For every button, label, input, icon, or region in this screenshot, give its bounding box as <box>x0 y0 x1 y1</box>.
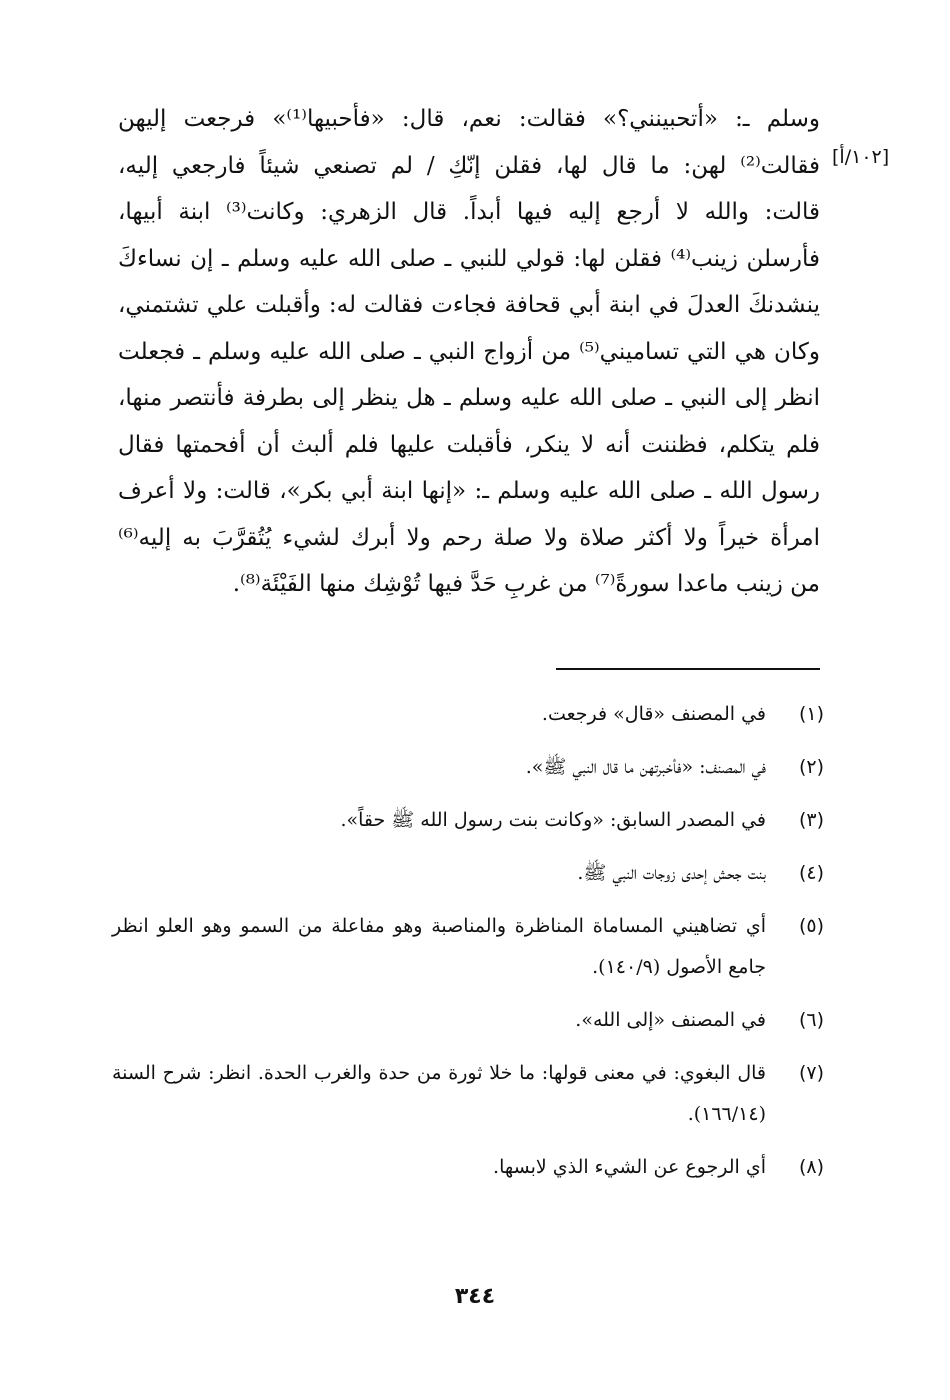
footnote-number: (٥) <box>798 915 824 937</box>
text-line: فلم يتكلم، فظننت أنه لا ينكر، فأقبلت عليها فلم ألبث أن أفحمتها فقال <box>118 431 820 458</box>
footnote-text: في المصنف «إلى الله». <box>575 1009 766 1031</box>
page-number: ٣٤٤ <box>454 1284 496 1309</box>
text-line: انظر إلى النبي ـ صلى الله عليه وسلم ـ هل ينظر إلى بطرفة فأنتصر منها، <box>118 385 820 411</box>
footnote-number: (١) <box>798 703 824 725</box>
footnote-number: (٧) <box>798 1062 824 1084</box>
footnote-item <box>112 853 824 894</box>
footnote-text: في المصدر السابق: «وكانت بنت رسول الله ﷺ حقاً». <box>340 809 766 831</box>
margin-folio-reference: [١٠٢/أ] <box>832 146 890 168</box>
footnote-text: في المصنف: «فأخبرتهن ما قال النبي ﷺ». <box>525 756 766 778</box>
text-line: رسول الله ـ صلى الله عليه وسلم ـ: «إنها ابنة أبي بكر»، قالت: ولا أعرف <box>118 478 820 504</box>
text-line: فقالت⁽²⁾ لهن: ما قال لها، فقلن إنّكِ / لم تصنعي شيئاً فارجعي إليه، <box>118 152 820 179</box>
footnote-item <box>112 747 824 788</box>
footnote-number: (٣) <box>798 809 824 831</box>
footnote-number: (٢) <box>798 756 824 778</box>
text-line: فأرسلن زينب⁽⁴⁾ فقلن لها: قولي للنبي ـ صلى الله عليه وسلم ـ إن نساءكَ <box>118 245 820 272</box>
footnote-separator <box>556 668 820 670</box>
text-line: امرأة خيراً ولا أكثر صلاة ولا صلة رحم ولا أبرك لشيء يُتُقرَّبَ به إليه⁽⁶⁾ <box>118 524 820 551</box>
main-text <box>118 96 820 608</box>
footnote-text: في المصنف «قال» فرجعت. <box>541 703 766 725</box>
footnote-item <box>112 1000 824 1041</box>
footnote-item <box>112 694 824 735</box>
footnote-text: بنت جحش إحدى زوجات النبي ﷺ. <box>577 862 766 884</box>
footnote-item <box>112 800 824 841</box>
text-line: وكان هي التي تساميني⁽⁵⁾ من أزواج النبي ـ صلى الله عليه وسلم ـ فجعلت <box>118 338 820 365</box>
footnote-text: قال البغوي: في معنى قولها: ما خلا ثورة من حدة والغرب الحدة. انظر: شرح السنة (١٦٦/١٤). <box>112 1062 766 1125</box>
text-line: وسلم ـ: «أتحبينني؟» فقالت: نعم، قال: «فأحبيها⁽¹⁾» فرجعت إليهن <box>118 106 820 132</box>
footnote-item <box>112 1147 824 1188</box>
text-line: من زينب ماعدا سورةً⁽⁷⁾ من غربِ حَدَّ فيها تُوْشِك منها الفَيْئَة⁽⁸⁾. <box>232 571 820 597</box>
footnote-number: (٦) <box>798 1009 824 1031</box>
footnote-item <box>112 1053 824 1135</box>
footnote-text: أي تضاهيني المساماة المناظرة والمناصبة وهو مفاعلة من السمو وهو العلو انظر جامع الأصول (١٤٠/٩). <box>112 915 766 978</box>
text-line: ينشدنكَ العدلَ في ابنة أبي قحافة فجاءت فقالت له: وأقبلت علي تشتمني، <box>118 292 820 318</box>
footnotes <box>112 694 824 1200</box>
footnote-number: (٤) <box>798 862 824 884</box>
text-line: قالت: والله لا أرجع إليه فيها أبداً. قال الزهري: وكانت⁽³⁾ ابنة أبيها، <box>118 199 820 225</box>
footnote-text: أي الرجوع عن الشيء الذي لابسها. <box>493 1156 766 1178</box>
footnote-number: (٨) <box>798 1156 824 1178</box>
footnote-item <box>112 906 824 988</box>
